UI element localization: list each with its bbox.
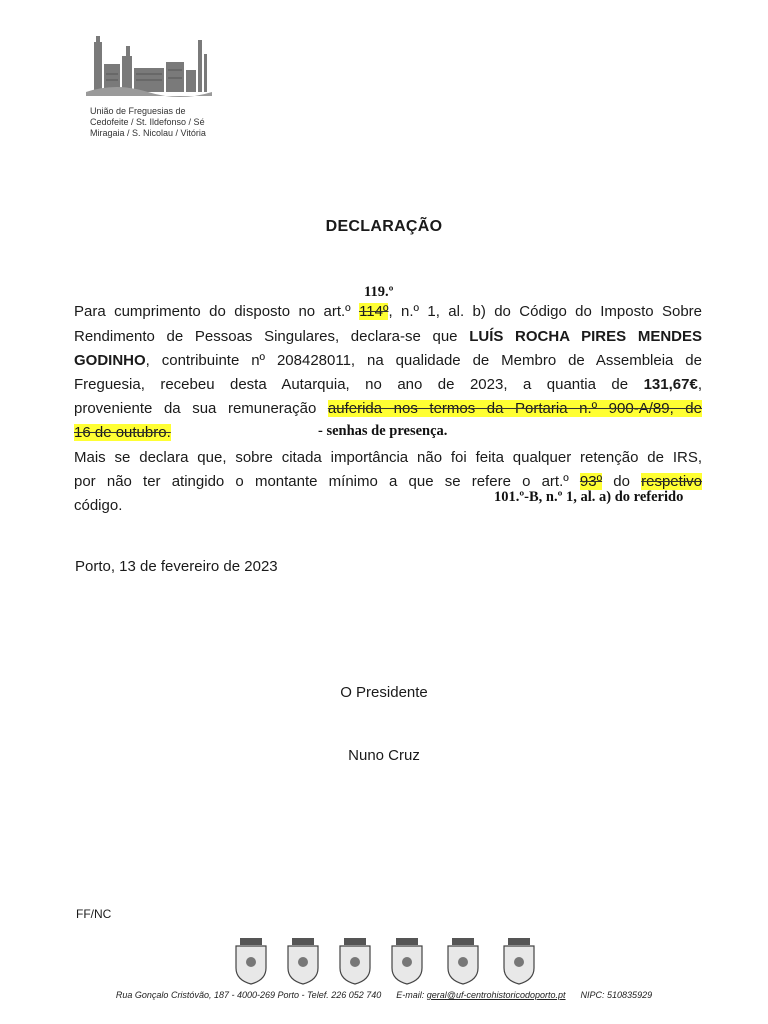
initials: FF/NC	[76, 907, 112, 921]
body-line-1: Para cumprimento do disposto no art.º 114º, n.º 1, al. b) do Código do Imposto Sobre	[74, 303, 703, 320]
body-line-5: proveniente da sua remuneração auferida nos termos da Portaria n.º 900-A/89, de	[74, 400, 702, 417]
seal-icon	[236, 946, 534, 984]
article-93-highlight: 93º	[579, 473, 603, 490]
city-skyline-logo	[86, 34, 216, 104]
signature-name: Nuno Cruz	[348, 747, 420, 764]
footer-address: Rua Gonçalo Cristóvão, 187 - 4000-269 Porto - Telef. 226 052 740	[115, 990, 382, 1000]
annotation-senhas: - senhas de presença.	[318, 423, 448, 439]
body-line-9: código.	[74, 497, 123, 514]
footer-nipc: NIPC: 510835929	[580, 990, 653, 1000]
declarant-name: LUÍS ROCHA PIRES MENDES	[469, 328, 702, 345]
declarant-surname: GODINHO	[74, 352, 146, 369]
footer-contact	[0, 990, 768, 1000]
portaria-highlight: auferida nos termos da Portaria n.º 900-A/89, de	[327, 400, 702, 417]
document-title: DECLARAÇÃO	[325, 218, 443, 235]
amount: 131,67€	[643, 376, 698, 393]
org-line-1: União de Freguesias de	[90, 106, 186, 116]
document-date: Porto, 13 de fevereiro de 2023	[75, 558, 278, 575]
body-line-8: por não ter atingido o montante mínimo a que se refere o art.º 93º do respetivo	[74, 473, 702, 490]
body-line-3: GODINHO, contribuinte nº 208428011, na qualidade de Membro de Assembleia de	[74, 352, 702, 369]
org-line-3: Miragaia / S. Nicolau / Vitória	[90, 128, 206, 138]
article-114-highlight: 114º	[359, 303, 389, 320]
footer-email-label: E-mail:	[396, 990, 425, 1000]
parish-seals	[230, 936, 540, 988]
body-line-7: Mais se declara que, sobre citada importância não foi feita qualquer retenção de IRS,	[74, 449, 702, 466]
organization-name	[90, 106, 240, 139]
org-line-2: Cedofeite / St. Ildefonso / Sé	[90, 117, 205, 127]
signature-title: O Presidente	[340, 684, 428, 701]
respetivo-highlight: respetivo	[641, 473, 702, 490]
body-line-2: Rendimento de Pessoas Singulares, declara-se que LUÍS ROCHA PIRES MENDES	[74, 328, 702, 345]
footer-email-link[interactable]: geral@uf-centrohistoricodoporto.pt	[426, 990, 566, 1000]
annotation-referido: 101.º-B, n.º 1, al. a) do referido	[494, 489, 684, 505]
body-line-4: Freguesia, recebeu desta Autarquia, no ano de 2023, a quantia de 131,67€,	[74, 376, 702, 393]
portaria-date-highlight: 16 de outubro.	[74, 424, 171, 441]
annotation-art-119: 119.º	[364, 284, 394, 300]
